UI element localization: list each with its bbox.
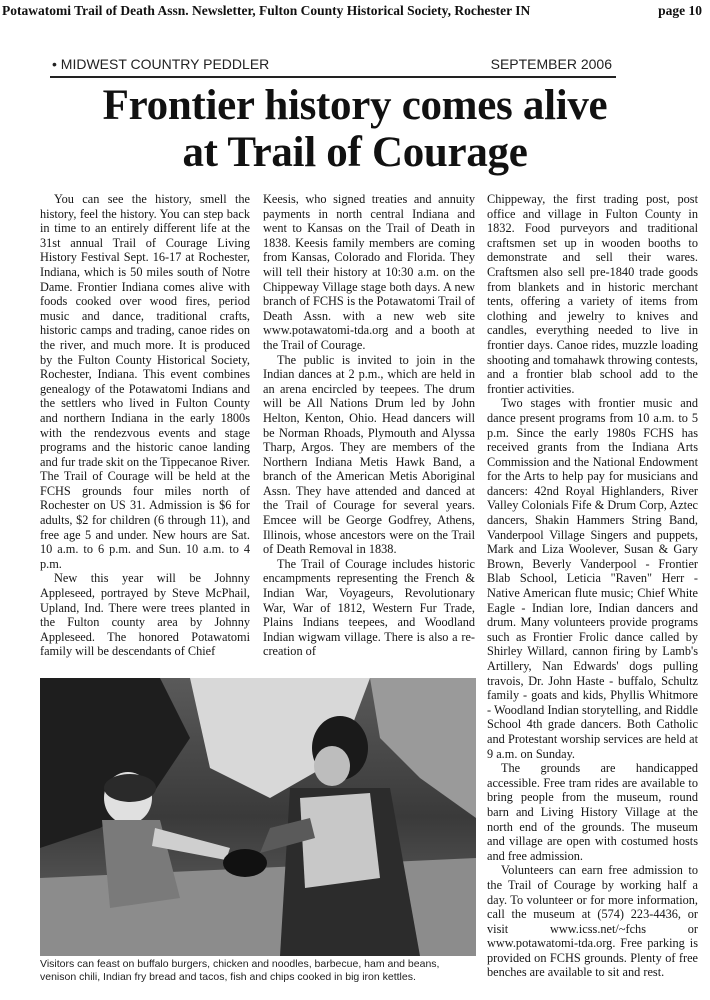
paragraph: Two stages with frontier music and dance present programs from 10 a.m. to 5 p.m. Since the early 1980s FCHS has received grants from the Indiana Arts Commission and the National Endowment for the Arts to help pay for musicians and dancers: 42nd Royal Highlanders, River Valley Colonials Fife & Drum Corp, Aztec dancers, Shakin Hammers String Band, Vanderpool Village Singers and puppets, Mark and Liza Woolever, Susan & Gary Brown, Beverly Vanderpool - Frontier Blab School, Leticia "Raven" Herr - Native American flute music; Chief White Eagle - Indian lore, Indian dancers and drum. Many volunteers provide programs such as Frontier Frolic dance called by Shirley Willard, cannon firing by Lamb's Artillery, Nan Edwards' dogs pulling travois, Dr. John Haste - buffalo, Schultz family - goats and kids, Phyllis Whitmore - Woodland Indian storytelling, and Riddle School 4th grade dancers. Both Catholic and Protestant worship services are held at 9 a.m. on Sunday. xyxy=(487,396,698,761)
masthead-rule xyxy=(50,76,616,78)
newsletter-title: Potawatomi Trail of Death Assn. Newsletter, Fulton County Historical Society, Rochester IN xyxy=(2,3,531,18)
paragraph: The public is invited to join in the Indian dances at 2 p.m., which are held in an arena encircled by teepees. The drum will be All Nations Drum led by John Helton, Kenton, Ohio. Head dancers will be Norman Rhoads, Plymouth and Alyssa Tharp, Argos. They are members of the Northern Indiana Metis Hawk Band, a branch of the American Metis Aboriginal Assn. They have attended and danced at the Trail of Courage for several years. Emcee will be George Godfrey, Athens, Illinois, whose ancestors were on the Trail of Death Removal in 1838. xyxy=(263,352,475,557)
paragraph: Volunteers can earn free admission to the Trail of Courage by working half a day. To volunteer or for more information, call the museum at (574) 223-4436, or visit www.icss.net/~fchs or www.potawatomi-tda.org. Free parking is provided on FCHS grounds. Plenty of free benches are available to sit and rest. xyxy=(487,863,698,980)
paragraph: New this year will be Johnny Appleseed, portrayed by Steve McPhail, Upland, Ind. There were trees planted in the Fulton county area by Johnny Appleseed. The honored Potawatomi family will be descendants of Chief xyxy=(40,571,250,659)
paragraph: The grounds are handicapped accessible. Free tram rides are available to bring people from the museum, round barn and Living History Village at the north end of the grounds. The museum and village are open with costumed hosts and free admission. xyxy=(487,761,698,863)
issue-date: SEPTEMBER 2006 xyxy=(490,56,612,72)
paragraph: The Trail of Courage includes historic encampments representing the French & Indian War, Voyageurs, Revolutionary War, War of 1812, Western Fur Trade, Plains Indians teepees, and Woodland Indian wigwam village. There is also a re-creation of xyxy=(263,556,475,659)
article-column-2 xyxy=(263,192,475,682)
headline xyxy=(30,82,680,176)
page-number: page 10 xyxy=(658,3,702,18)
masthead xyxy=(52,56,612,76)
article-column-3 xyxy=(487,192,698,992)
paragraph: You can see the history, smell the history, feel the history. You can step back in time to an entirely different life at the 31st annual Trail of Courage Living History Festival Sept. 16-17 at Rochester, Indiana, which is 50 miles south of Notre Dame. Frontier Indiana comes alive with foods cooked over wood fires, period music and dance, traditional crafts, historic camps and trading, canoe rides on the river, and much more. It is produced by the Fulton County Historical Society, Rochester, Indiana. This event combines genealogy of the Potawatomi Indians and the settlers who lived in Fulton County and northern Indiana in the early 1800s with the rendezvous events and stage programs and the historic canoe landing and fur trade skit on the Tippecanoe River. The Trail of Courage will be held at the FCHS grounds four miles north of Rochester on US 31. Admission is $6 for adults, $2 for children (6 through 11), and free age 5 and under. New hours are Sat. 10 a.m. to 6 p.m. and Sun. 10 a.m. to 4 p.m. xyxy=(40,192,250,571)
paragraph: Keesis, who signed treaties and annuity payments in north central Indiana and went to Kansas on the Trail of Death in 1838. Keesis family members are coming from Kansas, Colorado and Florida. They will tell their history at 10:30 a.m. on the Chippeway Village stage both days. A new branch of FCHS is the Potawatomi Trail of Death Assn. with a new web site www.potawatomi-tda.org and a booth at the Trail of Courage. xyxy=(263,192,475,352)
paragraph: Chippeway, the first trading post, post office and village in Fulton County in 1832. Food purveyors and traditional craftsmen set up in wooden booths to demonstrate and sell their wares. Craftsmen also sell pre-1840 trade goods from blankets and in historic merchant tents, offering a variety of items from clothing and jewelry to knives and candles, everything needed to live in frontier days. Canoe rides, muzzle loading shooting and tomahawk throwing contests, and a frontier blab school add to the frontier activities. xyxy=(487,192,698,396)
photo-caption: Visitors can feast on buffalo burgers, chicken and noodles, barbecue, ham and beans, venison chili, Indian fry bread and tacos, fish and chips cooked in big iron kettles. xyxy=(40,958,440,983)
photo-illustration xyxy=(40,678,476,956)
headline-line-2: at Trail of Courage xyxy=(182,129,528,176)
publication-name: • MIDWEST COUNTRY PEDDLER xyxy=(52,56,270,72)
festival-photo xyxy=(40,678,476,956)
headline-line-1: Frontier history comes alive xyxy=(102,82,608,129)
newsletter-header xyxy=(2,3,706,21)
article-column-1 xyxy=(40,192,250,682)
